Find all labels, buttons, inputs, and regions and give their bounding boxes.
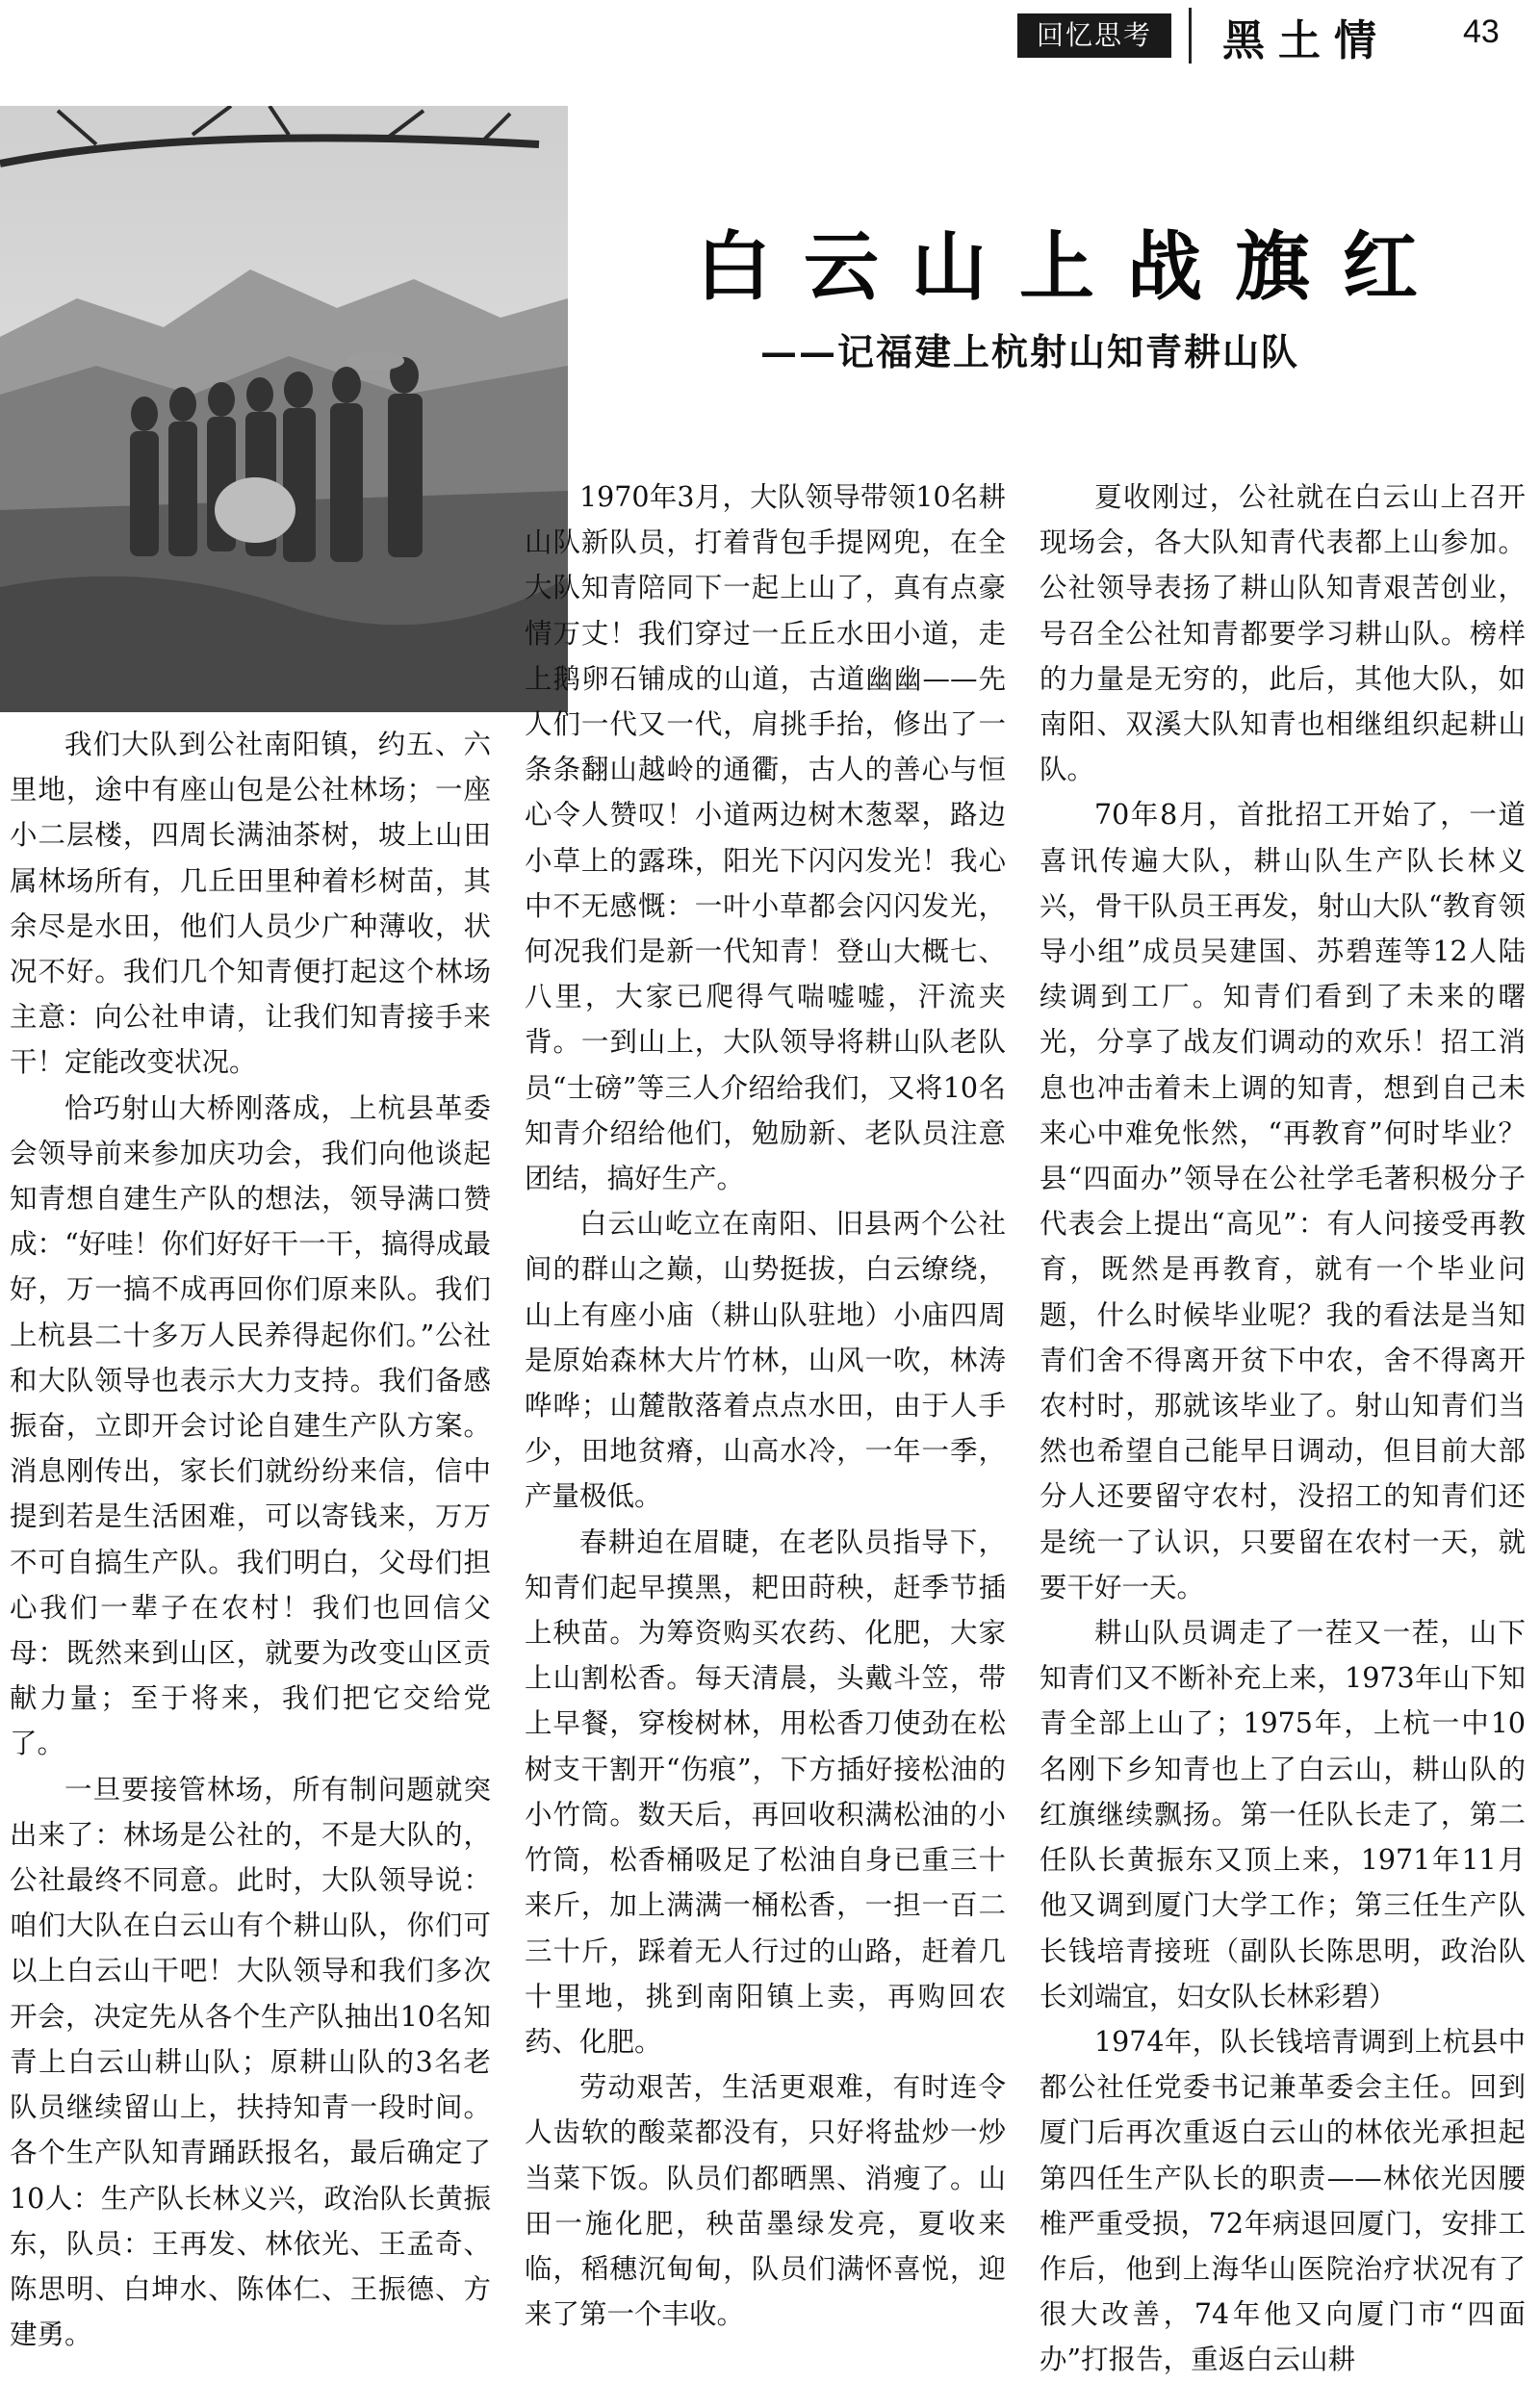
paragraph: 耕山队员调走了一茬又一茬，山下知青们又不断补充上来，1973年山下知青全部上山了；1975年，上杭一中10名刚下乡知青也上了白云山，耕山队的红旗继续飘扬。第一任队长走了，第二任队长黄振东又顶上来，1971年11月他又调到厦门大学工作；第三任生产队长钱培青接班（副队长陈思明，政治队长刘端宜，妇女队长林彩碧） <box>1040 1617 1526 2012</box>
paragraph: 劳动艰苦，生活更艰难，有时连令人齿软的酸菜都没有，只好将盐炒一炒当菜下饭。队员们都晒黑、消瘦了。山田一施化肥，秧苗墨绿发亮，夏收来临，稻穗沉甸甸，队员们满怀喜悦，迎来了第一个丰收。 <box>525 2071 1006 2331</box>
paragraph: 一旦要接管林场，所有制问题就突出来了：林场是公社的，不是大队的，公社最终不同意。此时，大队领导说：咱们大队在白云山有个耕山队，你们可以上白云山干吧！大队领导和我们多次开会，决定先从各个生产队抽出10名知青上白云山耕山队；原耕山队的3名老队员继续留山上，扶持知青一段时间。各个生产队知青踊跃报名，最后确定了10人：生产队长林义兴，政治队长黄振东，队员：王再发、林依光、王孟奇、陈思明、白坤水、陈体仁、王振德、方建勇。 <box>10 1773 491 2351</box>
paragraph: 70年8月，首批招工开始了，一道喜讯传遍大队，耕山队生产队长林义兴，骨干队员王再发，射山大队“教育领导小组”成员吴建国、苏碧莲等12人陆续调到工厂。知青们看到了未来的曙光，分享了战友们调动的欢乐！招工消息也冲击着未上调的知青，想到自己未来心中难免怅然，“再教育”何时毕业？县“四面办”领导在公社学毛著积极分子代表会上提出“高见”：有人问接受再教育，既然是再教育，就有一个毕业问题，什么时候毕业呢？我的看法是当知青们舍不得离开贫下中农，舍不得离开农村时，那就该毕业了。射山知青们当然也希望自己能早日调动，但目前大部分人还要留守农村，没招工的知青们还是统一了认识，只要留在农村一天，就要干好一天。 <box>1040 799 1526 1603</box>
column-2 <box>525 474 1006 2337</box>
article-subtitle: ——记福建上杭射山知青耕山队 <box>760 330 1300 373</box>
paragraph: 白云山屹立在南阳、旧县两个公社间的群山之巅，山势挺拔，白云缭绕，山上有座小庙（耕山队驻地）小庙四周是原始森林大片竹林，山风一吹，林涛哗哗；山麓散落着点点水田，由于人手少，田地贫瘠，山高水冷，一年一季，产量极低。 <box>525 1208 1006 1513</box>
paragraph: 夏收刚过，公社就在白云山上召开现场会，各大队知青代表都上山参加。公社领导表扬了耕山队知青艰苦创业，号召全公社知青都要学习耕山队。榜样的力量是无穷的，此后，其他大队，如南阳、双溪大队知青也相继组织起耕山队。 <box>1040 481 1526 786</box>
paragraph: 1974年，队长钱培青调到上杭县中都公社任党委书记兼革委会主任。回到厦门后再次重返白云山的林依光承担起第四任生产队长的职责——林依光因腰椎严重受损，72年病退回厦门，安排工作后，他到上海华山医院治疗状况有了很大改善，74年他又向厦门市“四面办”打报告，重返白云山耕 <box>1040 2025 1526 2376</box>
article-title: 白云山上战旗红 <box>695 223 1450 311</box>
column-3 <box>1040 474 1526 2383</box>
header-divider <box>1189 8 1192 64</box>
article-photo <box>0 106 568 712</box>
paragraph: 恰巧射山大桥刚落成，上杭县革委会领导前来参加庆功会，我们向他谈起知青想自建生产队的想法，领导满口赞成：“好哇！你们好好干一干，搞得成最好，万一搞不成再回你们原来队。我们上杭县二十多万人民养得起你们。”公社和大队领导也表示大力支持。我们备感振奋，立即开会讨论自建生产队方案。消息刚传出，家长们就纷纷来信，信中提到若是生活困难，可以寄钱来，万万不可自搞生产队。我们明白，父母们担心我们一辈子在农村！我们也回信父母：既然来到山区，就要为改变山区贡献力量；至于将来，我们把它交给党了。 <box>10 1091 491 1760</box>
column-1 <box>10 722 491 2357</box>
paragraph: 我们大队到公社南阳镇，约五、六里地，途中有座山包是公社林场；一座小二层楼，四周长满油茶树，坡上山田属林场所有，几丘田里种着杉树苗，其余尽是水田，他们人员少广种薄收，状况不好。我们几个知青便打起这个林场主意：向公社申请，让我们知青接手来干！定能改变状况。 <box>10 729 491 1079</box>
magazine-name: 黑土情 <box>1222 16 1390 65</box>
page-number: 43 <box>1463 13 1500 50</box>
paragraph: 1970年3月，大队领导带领10名耕山队新队员，打着背包手提网兜，在全大队知青陪同下一起上山了，真有点豪情万丈！我们穿过一丘丘水田小道，走上鹅卵石铺成的山道，古道幽幽——先人们一代又一代，肩挑手抬，修出了一条条翻山越岭的通衢，古人的善心与恒心令人赞叹！小道两边树木葱翠，路边小草上的露珠，阳光下闪闪发光！我心中不无感慨：一叶小草都会闪闪发光，何况我们是新一代知青！登山大概七、八里，大家已爬得气喘嘘嘘，汗流夹背。一到山上，大队领导将耕山队老队员“士磅”等三人介绍给我们，又将10名知青介绍给他们，勉励新、老队员注意团结，搞好生产。 <box>525 481 1006 1195</box>
paragraph: 春耕迫在眉睫，在老队员指导下，知青们起早摸黑，耙田莳秧，赶季节插上秧苗。为筹资购买农药、化肥，大家上山割松香。每天清晨，头戴斗笠，带上早餐，穿梭树林，用松香刀使劲在松树支干割开“伤痕”，下方插好接松油的小竹筒。数天后，再回收积满松油的小竹筒，松香桶吸足了松油自身已重三十来斤，加上满满一桶松香，一担一百二三十斤，踩着无人行过的山路，赶着几十里地，挑到南阳镇上卖，再购回农药、化肥。 <box>525 1525 1006 2058</box>
page-header <box>0 0 1540 69</box>
section-tag: 回忆思考 <box>1017 13 1171 58</box>
